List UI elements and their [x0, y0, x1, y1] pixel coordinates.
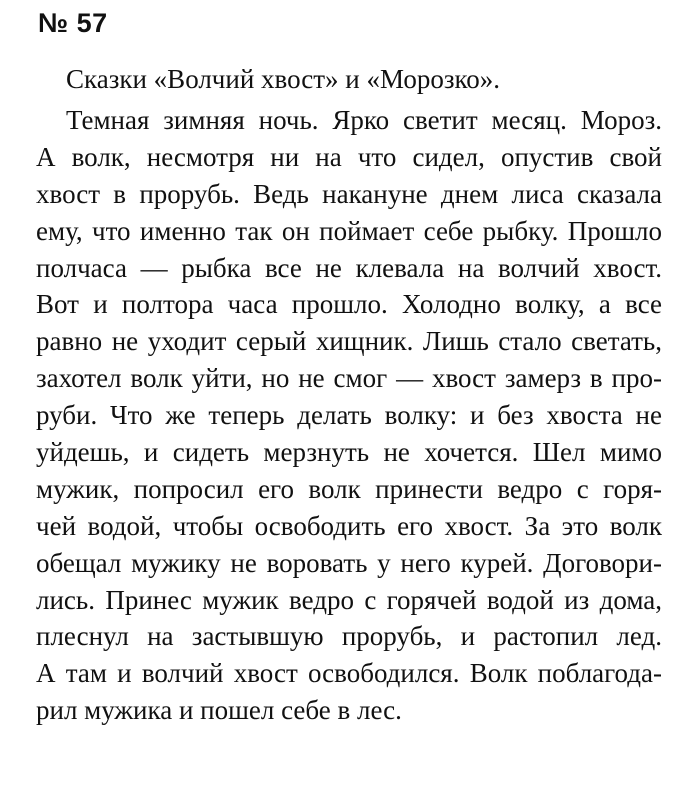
text-line: Темная зимняя ночь. Ярко светит месяц. Мороз. [66, 105, 662, 135]
text-line: руби. Что же теперь делать волку: и без хвоста не [36, 400, 662, 431]
text-line: ему, что именно так он поймает себе рыбку. Прошло [36, 215, 662, 246]
text-line: А волк, несмотря ни на что сидел, опустив свой [36, 141, 662, 172]
text-line: обещал мужику не воровать у него курей. Договори- [36, 547, 662, 578]
text-line: А там и волчий хвост освободился. Волк поблагода- [36, 658, 662, 689]
text-line: уйдешь, и сидеть мерзнуть не хочется. Шел мимо [36, 437, 662, 468]
text-line: Вот и полтора часа прошло. Холодно волку, а все [36, 289, 662, 320]
text-line: плеснул на застывшую прорубь, и растопил лед. [36, 621, 662, 652]
exercise-number: № 57 [38, 8, 108, 38]
text-line: равно не уходит серый хищник. Лишь стало светать, [36, 326, 662, 357]
text-line: чей водой, чтобы освободить его хвост. За это волк [36, 510, 662, 541]
text-line: полчаса — рыбка все не клевала на волчий хвост. [36, 252, 662, 283]
text-line: хвост в прорубь. Ведь накануне днем лиса сказала [36, 178, 662, 209]
story-text [36, 102, 662, 729]
text-line: захотел волк уйти, но не смог — хвост замерз в про- [36, 363, 662, 394]
text-line: лись. Принес мужик ведро с горячей водой из дома, [36, 584, 662, 615]
text-line: мужик, попросил его волк принести ведро с горя- [36, 473, 662, 504]
subtitle: Сказки «Волчий хвост» и «Морозко». [66, 64, 501, 94]
text-line: рил мужика и пошел себе в лес. [36, 695, 402, 726]
